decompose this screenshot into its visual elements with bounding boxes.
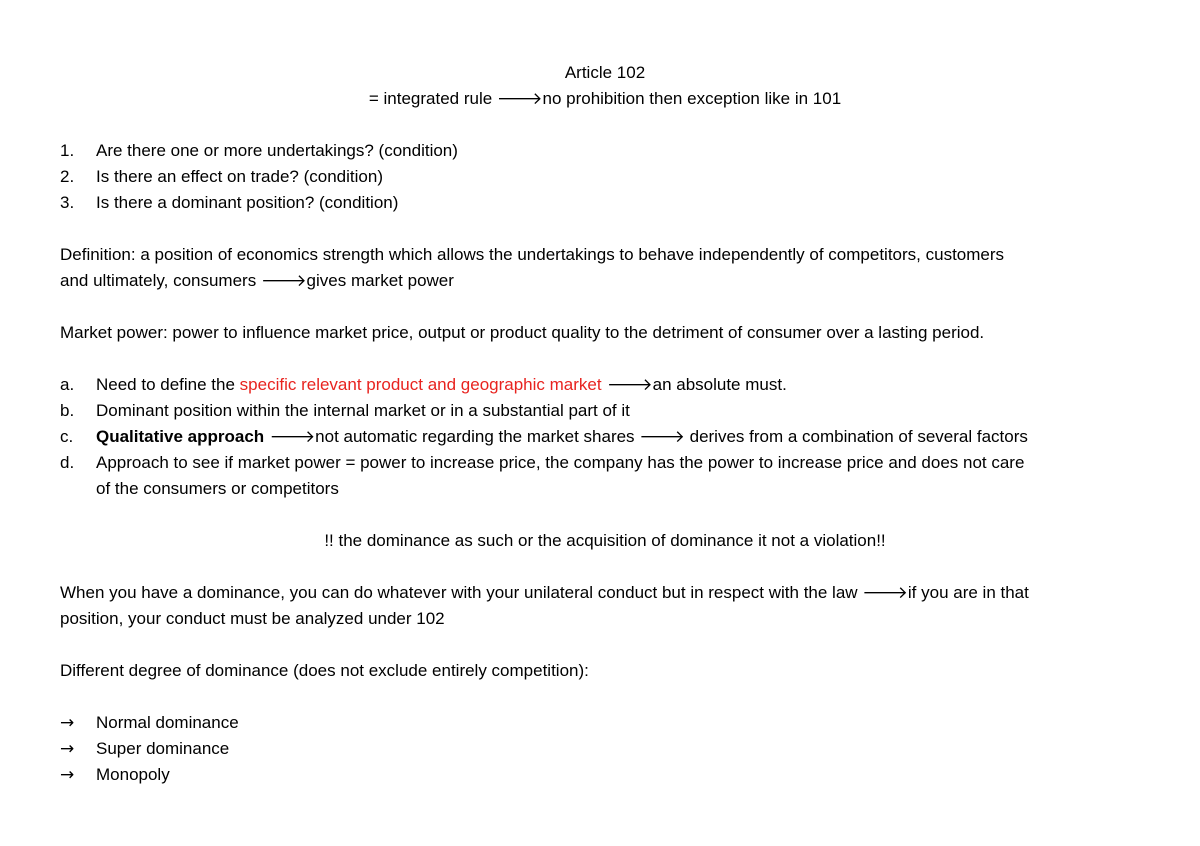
subtitle-text: = integrated rule bbox=[368, 89, 497, 108]
list-letter: d. bbox=[60, 453, 75, 472]
market-power-paragraph: Market power: power to influence market price, output or product quality to the detriment of consumer over a lasting period. bbox=[60, 323, 985, 342]
list-letter: b. bbox=[60, 401, 75, 420]
point-text-middle: not automatic regarding the market shares bbox=[315, 427, 640, 446]
unilateral-text: When you have a dominance, you can do whatever with your unilateral conduct but in respect with the law bbox=[60, 583, 863, 602]
bold-text: Qualitative approach bbox=[96, 427, 265, 446]
point-item-c bbox=[60, 424, 1150, 450]
condition-text: Is there an effect on trade? (condition) bbox=[96, 167, 383, 186]
point-item-d bbox=[60, 450, 1150, 476]
degree-text: Normal dominance bbox=[96, 713, 239, 732]
document-title: Article 102 bbox=[564, 63, 646, 82]
degree-text: Monopoly bbox=[96, 765, 170, 784]
list-letter: a. bbox=[60, 375, 75, 394]
point-text-line-1: Approach to see if market power = power to increase price, the company has the power to increase price and does not care bbox=[96, 453, 1025, 472]
point-text-line-2: of the consumers or competitors bbox=[96, 479, 339, 498]
condition-item bbox=[60, 164, 1150, 190]
unilateral-text-continued: if you are in that bbox=[907, 583, 1029, 602]
point-text-end: derives from a combination of several factors bbox=[684, 427, 1028, 446]
point-text-end: an absolute must. bbox=[652, 375, 787, 394]
list-number: 2. bbox=[60, 167, 75, 186]
list-number: 1. bbox=[60, 141, 75, 160]
point-text-start: Need to define the bbox=[96, 375, 240, 394]
arrow-right-icon: 🡒 bbox=[639, 427, 685, 447]
definition-text-continued: gives market power bbox=[306, 271, 454, 290]
document-page bbox=[60, 60, 1150, 788]
condition-item bbox=[60, 138, 1150, 164]
unilateral-line-2: position, your conduct must be analyzed under 102 bbox=[60, 609, 445, 628]
degrees-heading: Different degree of dominance (does not exclude entirely competition): bbox=[60, 661, 589, 680]
point-text bbox=[96, 424, 1028, 450]
arrow-bullet-icon: → bbox=[60, 713, 75, 733]
subtitle-text-continued: no prohibition then exception like in 101 bbox=[542, 89, 842, 108]
definition-line-2 bbox=[60, 268, 1150, 294]
definition-text: and ultimately, consumers bbox=[60, 271, 261, 290]
degree-text: Super dominance bbox=[96, 739, 230, 758]
notice-line: !! the dominance as such or the acquisition of dominance it not a violation!! bbox=[324, 531, 886, 550]
arrow-bullet-icon: → bbox=[60, 765, 75, 785]
arrow-bullet-icon: → bbox=[60, 739, 75, 759]
condition-item bbox=[60, 190, 1150, 216]
degree-item bbox=[60, 710, 1150, 736]
condition-text: Are there one or more undertakings? (condition) bbox=[96, 141, 458, 160]
document-subtitle bbox=[60, 86, 1150, 112]
point-item-a bbox=[60, 372, 1150, 398]
point-item-b bbox=[60, 398, 1150, 424]
unilateral-line-1 bbox=[60, 580, 1150, 606]
highlighted-text: specific relevant product and geographic market bbox=[239, 375, 602, 394]
arrow-right-icon: 🡒 bbox=[601, 375, 653, 395]
degree-item bbox=[60, 736, 1150, 762]
arrow-right-icon: 🡒 bbox=[496, 89, 543, 109]
list-number: 3. bbox=[60, 193, 75, 212]
condition-text: Is there a dominant position? (condition) bbox=[96, 193, 399, 212]
point-text: Dominant position within the internal market or in a substantial part of it bbox=[96, 401, 630, 420]
arrow-right-icon: 🡒 bbox=[862, 583, 908, 603]
arrow-right-icon: 🡒 bbox=[264, 427, 316, 447]
definition-line-1: Definition: a position of economics strength which allows the undertakings to behave independently of competitors, customers bbox=[60, 245, 1005, 264]
list-letter: c. bbox=[60, 427, 74, 446]
arrow-right-icon: 🡒 bbox=[260, 271, 307, 291]
degree-item bbox=[60, 762, 1150, 788]
point-text bbox=[96, 372, 787, 398]
